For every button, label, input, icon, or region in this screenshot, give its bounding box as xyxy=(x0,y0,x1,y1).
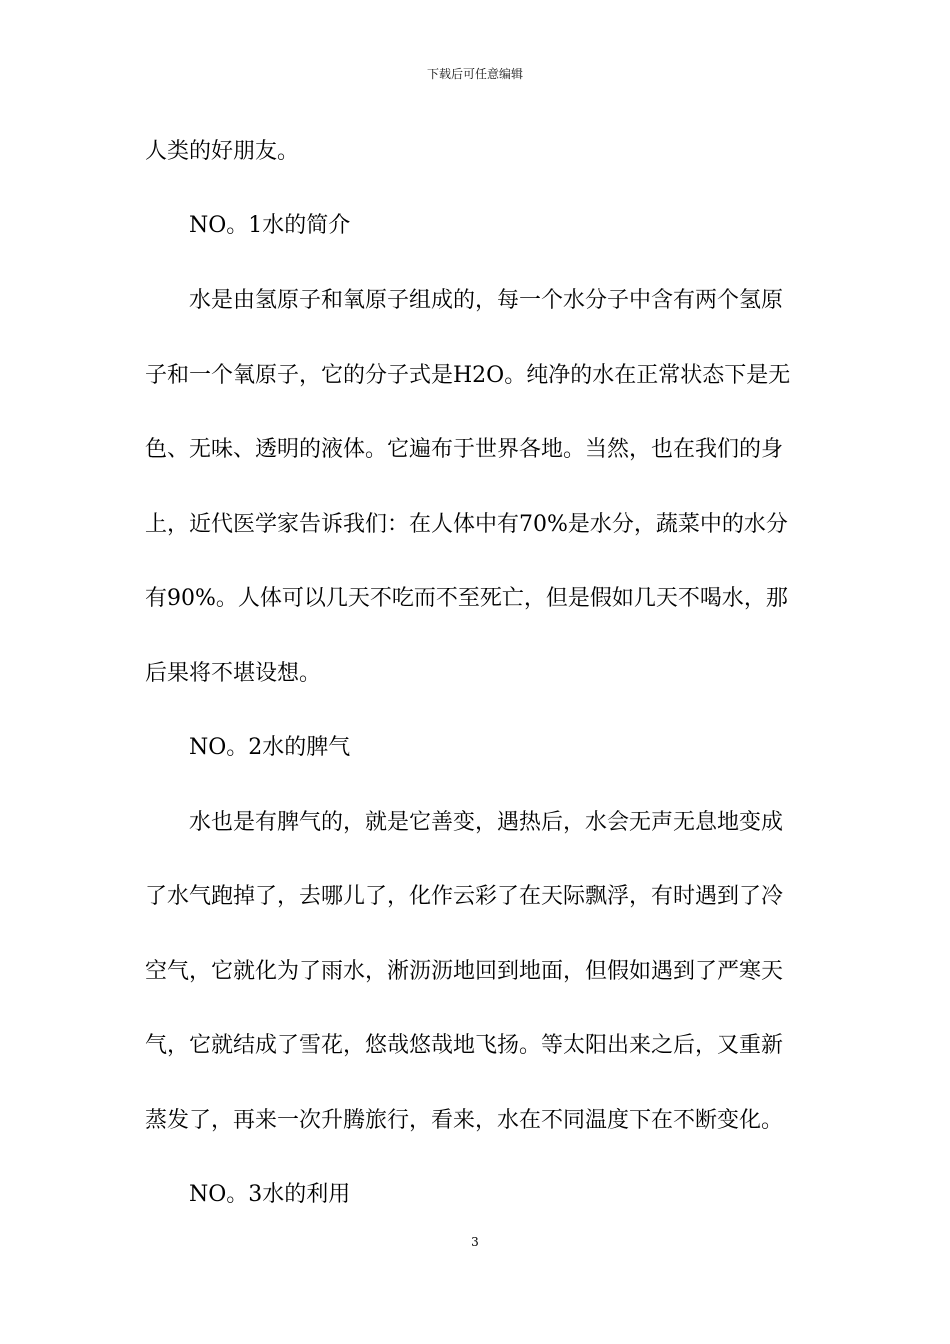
body-line: 水也是有脾气的，就是它善变，遇热后，水会无声无息地变成 xyxy=(189,810,784,835)
body-line: 了水气跑掉了，去哪儿了，化作云彩了在天际飘浮，有时遇到了冷 xyxy=(145,884,784,909)
section-heading: NO。1水的简介 xyxy=(189,213,351,238)
body-line: 气，它就结成了雪花，悠哉悠哉地飞扬。等太阳出来之后，又重新 xyxy=(145,1033,784,1058)
body-line: 人类的好朋友。 xyxy=(145,139,300,164)
page-header: 下载后可任意编辑 xyxy=(426,67,523,81)
body-line: 蒸发了，再来一次升腾旅行，看来，水在不同温度下在不断变化。 xyxy=(145,1108,784,1133)
body-line: 子和一个氧原子，它的分子式是H2O。纯净的水在正常状态下是无 xyxy=(145,363,791,388)
body-line: 上，近代医学家告诉我们：在人体中有70%是水分，蔬菜中的水分 xyxy=(145,512,788,537)
body-line: 后果将不堪设想。 xyxy=(145,661,322,686)
body-line: 空气，它就化为了雨水，淅沥沥地回到地面，但假如遇到了严寒天 xyxy=(145,959,784,984)
body-line: 色、无味、透明的液体。它遍布于世界各地。当然，也在我们的身 xyxy=(145,437,784,462)
section-heading: NO。2水的脾气 xyxy=(189,735,351,760)
page-number: 3 xyxy=(471,1235,479,1249)
body-line: 有90%。人体可以几天不吃而不至死亡，但是假如几天不喝水，那 xyxy=(145,586,788,611)
body-line: 水是由氢原子和氧原子组成的，每一个水分子中含有两个氢原 xyxy=(189,288,784,313)
section-heading: NO。3水的利用 xyxy=(189,1182,351,1207)
